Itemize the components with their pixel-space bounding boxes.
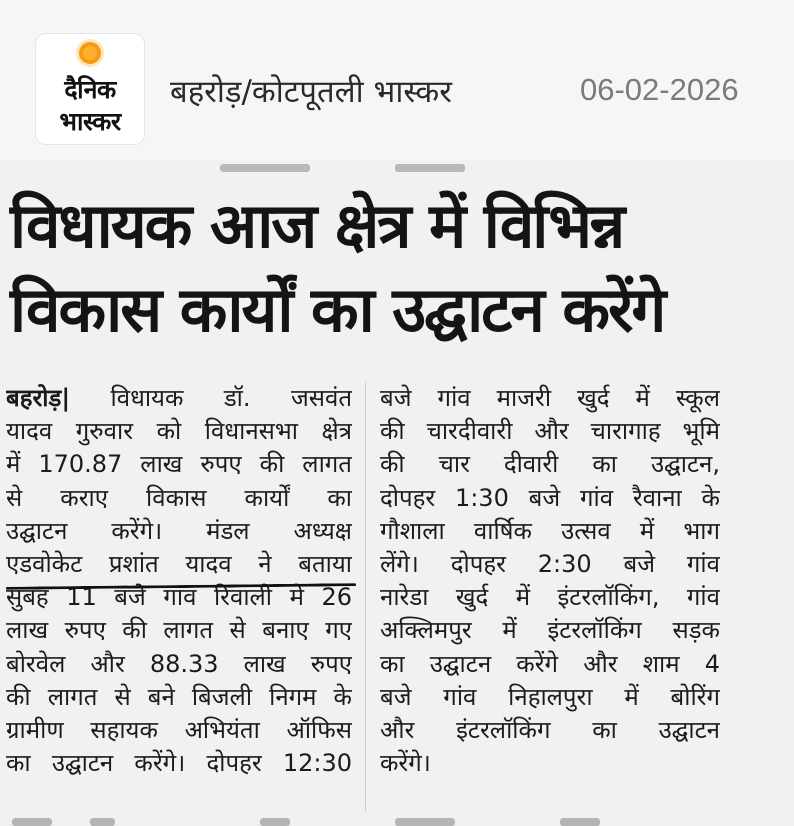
column-line: सुबह 11 बजे गांव रिवाली में 26 (6, 583, 352, 612)
column-line: बहरोड़| विधायक डॉ. जसवंत (6, 384, 352, 412)
headline-line-1: विधायक आज क्षेत्र में विभिन्न (10, 189, 624, 262)
dainik-bhaskar-logo (36, 34, 144, 144)
column-line: दोपहर 1:30 बजे गांव रैवाना के (380, 483, 720, 512)
cropped-text-fragment (560, 818, 600, 826)
logo-text-line1: दैनिक (64, 75, 116, 104)
column-line: की लागत से बने बिजली निगम के (6, 682, 352, 711)
article-column-left (6, 382, 352, 780)
cropped-text-fragment (395, 818, 455, 826)
publication-date: 06-02-2026 (580, 72, 739, 107)
column-line: गौशाला वार्षिक उत्सव में भाग (380, 516, 720, 545)
cropped-text-fragment (395, 164, 465, 172)
column-line-underlined: एडवोकेट प्रशांत यादव ने बताया (6, 550, 352, 579)
article-column-right (380, 382, 720, 780)
column-divider (365, 382, 366, 812)
dateline: बहरोड़| (6, 384, 71, 412)
column-line: अक्लिमपुर में इंटरलॉकिंग सड़क (380, 616, 720, 645)
column-line: की चार दीवारी का उद्घाटन, (380, 450, 720, 479)
cropped-text-fragment (220, 164, 310, 172)
cropped-text-fragment (12, 818, 52, 826)
column-line: लेंगे। दोपहर 2:30 बजे गांव (380, 550, 720, 579)
column-line: में 170.87 लाख रुपए की लागत (6, 450, 352, 479)
column-line: से कराए विकास कार्यों का (6, 483, 352, 512)
column-line: उद्घाटन करेंगे। मंडल अध्यक्ष (6, 516, 352, 545)
column-line: यादव गुरुवार को विधानसभा क्षेत्र (6, 417, 352, 446)
column-line: का उद्घाटन करेंगे। दोपहर 12:30 (6, 749, 352, 778)
column-line: ग्रामीण सहायक अभियंता ऑफिस (6, 716, 352, 745)
publication-name: बहरोड़/कोटपूतली भास्कर (170, 74, 452, 110)
clipping-header (0, 0, 794, 160)
logo-text-line2: भास्कर (59, 107, 121, 136)
column-line: की चारदीवारी और चारागाह भूमि (380, 417, 720, 446)
headline-line-2: विकास कार्यों का उद्घाटन करेंगे (10, 273, 665, 346)
cropped-text-fragment (90, 818, 115, 826)
column-line: करेंगे। (380, 749, 431, 778)
column-line: बजे गांव माजरी खुर्द में स्कूल (380, 384, 720, 412)
column-line: नारेडा खुर्द में इंटरलॉकिंग, गांव (380, 583, 720, 612)
column-line: और इंटरलॉकिंग का उद्घाटन (380, 716, 720, 745)
cropped-text-fragment (260, 818, 290, 826)
column-line: लाख रुपए की लागत से बनाए गए (6, 616, 352, 645)
sun-icon (79, 42, 101, 64)
article-clipping (0, 160, 794, 826)
column-line: का उद्घाटन करेंगे और शाम 4 (380, 649, 720, 678)
column-line: बजे गांव निहालपुरा में बोरिंग (380, 682, 720, 711)
column-line: बोरवेल और 88.33 लाख रुपए (6, 649, 352, 678)
